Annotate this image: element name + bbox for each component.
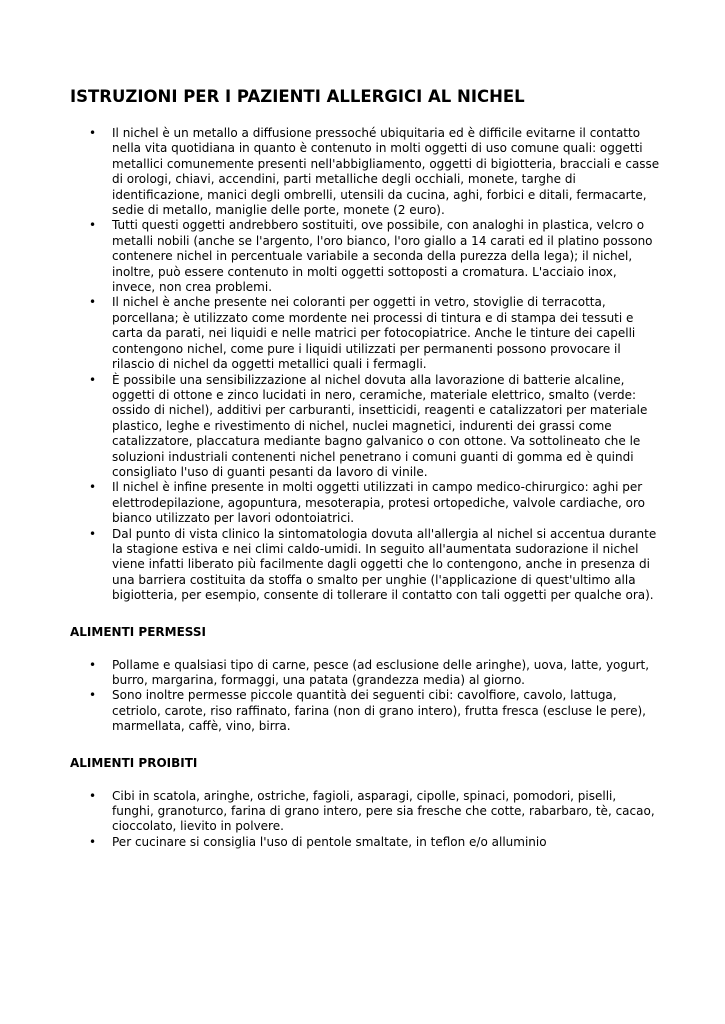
list-item [70, 126, 660, 218]
permitted-list [70, 658, 660, 735]
bullet-icon: • [89, 218, 97, 233]
forbidden-heading: ALIMENTI PROIBITI [70, 755, 198, 770]
bullet-icon: • [89, 788, 97, 803]
list-item [70, 480, 660, 526]
bullet-icon: • [89, 834, 97, 849]
document-title: ISTRUZIONI PER I PAZIENTI ALLERGICI AL NICHEL [70, 87, 525, 106]
list-item [70, 218, 660, 295]
list-item-text: Per cucinare si consiglia l'uso di pentole smaltate, in teflon e/o alluminio [112, 834, 547, 849]
bullet-icon: • [89, 480, 97, 495]
list-item-text: È possibile una sensibilizzazione al nichel dovuta alla lavorazione di batterie alcaline, oggetti di ottone e zinco lucidati in nero, ceramiche, materiale elettrico, smalto (verde: ossido di nichel), additivi per carburanti, insetticidi, reagenti e catalizzatori per materiale plastico, leghe e rivestimento di nichel, nuclei magnetici, indurenti dei grassi come catalizzatore, placcatura mediante bagno galvanico o con ottone. Va sottolineato che le soluzioni industriali contenenti nichel penetrano i comuni guanti di gomma ed è quindi consigliato l'uso di guanti pesanti da lavoro di vinile. [112, 372, 648, 479]
document-page [70, 86, 660, 850]
list-item-text: Sono inoltre permesse piccole quantità dei seguenti cibi: cavolfiore, cavolo, lattuga, cetriolo, carote, riso raffinato, farina (non di grano intero), frutta fresca (escluse le pere), marmellata, caffè, vino, birra. [112, 688, 646, 734]
section-spacer [70, 604, 660, 624]
list-item [70, 688, 660, 734]
list-item [70, 527, 660, 604]
list-item-text: Tutti questi oggetti andrebbero sostituiti, ove possibile, con analoghi in plastica, velcro o metalli nobili (anche se l'argento, l'oro bianco, l'oro giallo a 14 carati ed il platino possono contenere nichel in percentuale variabile a seconda della purezza della lega); il nichel, inoltre, può essere contenuto in molti oggetti sottoposti a cromatura. L'acciaio inox, invece, non crea problemi. [112, 218, 653, 295]
bullet-icon: • [89, 126, 97, 140]
list-item [70, 658, 660, 689]
bullet-icon: • [89, 295, 97, 310]
forbidden-list [70, 789, 660, 851]
bullet-icon: • [89, 657, 97, 672]
list-item-text: Il nichel è infine presente in molti oggetti utilizzati in campo medico-chirurgico: aghi per elettrodepilazione, agopuntura, mesoterapia, protesi ortopediche, valvole cardiache, oro bianco utilizzato per lavori odontoiatrici. [112, 480, 646, 526]
list-item [70, 373, 660, 481]
list-item-text: Cibi in scatola, aringhe, ostriche, fagioli, asparagi, cipolle, spinaci, pomodori, piselli, funghi, granoturco, farina di grano intero, pere sia fresche che cotte, rabarbaro, tè, cacao, cioccolato, lievito in polvere. [112, 788, 655, 834]
list-item-text: Il nichel è un metallo a diffusione pressoché ubiquitaria ed è difficile evitarne il contatto nella vita quotidiana in quanto è contenuto in molti oggetti di uso comune quali: oggetti metallici comunemente presenti nell'abbigliamento, oggetti di bigiotteria, bracciali e casse di orologi, chiavi, accendini, parti metalliche degli occhiali, monete, targhe di identificazione, manici degli ombrelli, utensili da cucina, aghi, forbici e ditali, fermacarte, sedie di metallo, maniglie delle porte, monete (2 euro). [112, 126, 660, 218]
list-item-text: Dal punto di vista clinico la sintomatologia dovuta all'allergia al nichel si accentua durante la stagione estiva e nei climi caldo-umidi. In seguito all'aumentata sudorazione il nichel viene infatti liberato più facilmente dagli oggetti che lo contengono, anche in presenza di una barriera costituita da stoffa o smalto per unghie (l'applicazione di quest'ultimo alla bigiotteria, per esempio, consente di tollerare il contatto con tali oggetti per qualche ora). [112, 526, 657, 603]
bullet-icon: • [89, 526, 97, 541]
list-item-text: Pollame e qualsiasi tipo di carne, pesce (ad esclusione delle aringhe), uova, latte, yogurt, burro, margarina, formaggi, una patata (grandezza media) al giorno. [112, 657, 650, 687]
bullet-icon: • [89, 688, 97, 703]
list-item [70, 295, 660, 372]
permitted-heading: ALIMENTI PERMESSI [70, 624, 206, 639]
list-item [70, 835, 660, 850]
section-spacer [70, 735, 660, 755]
list-item-text: Il nichel è anche presente nei coloranti per oggetti in vetro, stoviglie di terracotta, porcellana; è utilizzato come mordente nei processi di tintura e di stampa dei tessuti e carta da parati, nei liquidi e nelle matrici per fotocopiatrice. Anche le tinture dei capelli contengono nichel, come pure i liquidi utilizzati per permanenti possono provocare il rilascio di nichel da oggetti metallici quali i fermagli. [112, 295, 636, 372]
intro-list [70, 126, 660, 604]
bullet-icon: • [89, 372, 97, 387]
list-item [70, 789, 660, 835]
